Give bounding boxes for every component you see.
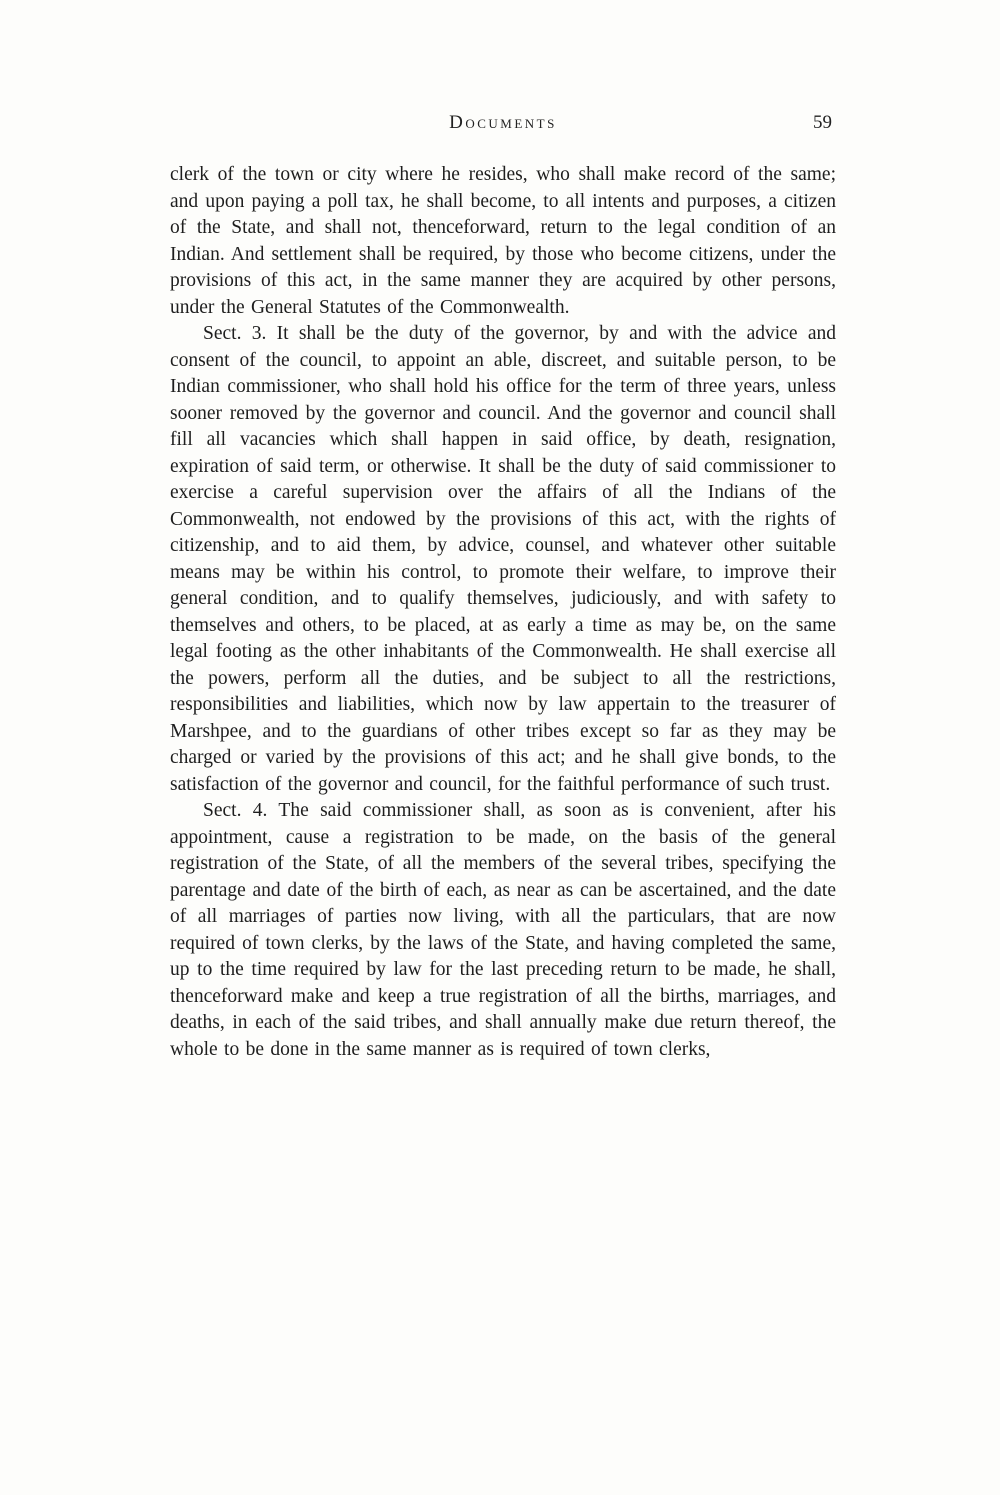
paragraph-continuation: clerk of the town or city where he resides, who shall make record of the same; and upon paying a poll tax, he shall become, to all intents and purposes, a citizen of the State, and shall not, thenceforward, return to the legal condition of an Indian. And settlement shall be required, by those who become citizens, under the provisions of this act, in the same manner they are acquired by other persons, under the General Statutes of the Commonwealth. [170,164,836,318]
text-block [170,112,836,1063]
paragraph-sect-4: Sect. 4. The said commissioner shall, as soon as is convenient, after his appointment, cause a registration to be made, on the basis of the general registration of the State, of all the members of the several tribes, specifying the parentage and date of the birth of each, as near as can be ascertained, and the date of all marriages of parties now living, with all the particulars, that are now required of town clerks, by the laws of the State, and having completed the same, up to the time required by law for the last preceding return to be made, he shall, thenceforward make and keep a true registration of all the births, marriages, and deaths, in each of the said tribes, and shall annually make due return thereof, the whole to be done in the same manner as is required of town clerks, [170,800,836,1060]
paragraph-sect-3: Sect. 3. It shall be the duty of the governor, by and with the advice and consent of the council, to appoint an able, discreet, and suitable person, to be Indian commissioner, who shall hold his office for the term of three years, unless sooner removed by the governor and council. And the governor and council shall fill all vacancies which shall happen in said office, by death, resignation, expiration of said term, or otherwise. It shall be the duty of said commissioner to exercise a careful supervision over the affairs of all the Indians of the Commonwealth, not endowed by the provisions of this act, with the rights of citizenship, and to aid them, by advice, counsel, and whatever other suitable means may be within his control, to promote their welfare, to improve their general condition, and to qualify themselves, judiciously, and with safety to themselves and others, to be placed, at as early a time as may be, on the same legal footing as the other inhabitants of the Commonwealth. He shall exercise all the powers, perform all the duties, and be subject to all the restrictions, responsibilities and liabilities, which now by law appertain to the treasurer of Marshpee, and to the guardians of other tribes except so far as they may be charged or varied by the provisions of this act; and he shall give bonds, to the satisfaction of the governor and council, for the faithful performance of such trust. [170,323,836,795]
body-text [170,162,836,1063]
running-header [170,112,836,138]
page-number: 59 [813,112,832,133]
running-head-title: Documents [449,112,557,133]
